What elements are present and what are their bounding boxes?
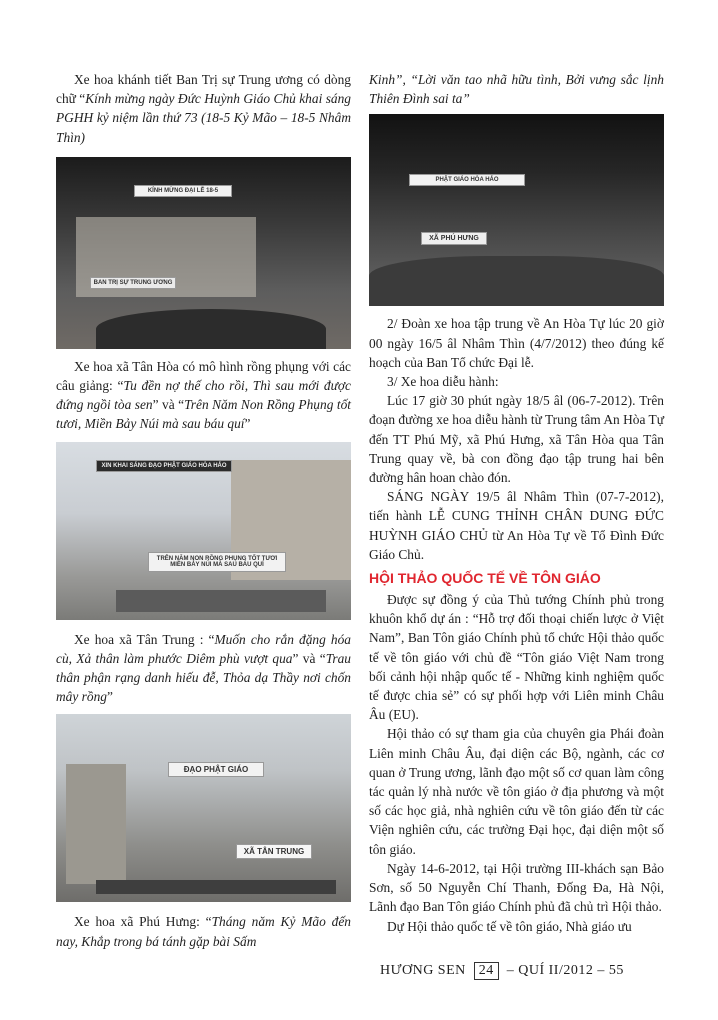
quarter-label: – QUÍ II/2012 – [506, 963, 605, 978]
photo-top-banner: XIN KHAI SÁNG ĐẠO PHẬT GIÁO HÒA HẢO [96, 460, 232, 472]
photo-phu-hung-float [369, 114, 664, 306]
photo-sign: XÃ PHÚ HƯNG [421, 232, 487, 245]
page-number: 55 [608, 963, 624, 978]
photo-night-float [56, 157, 351, 349]
photo-banner: TRÊN NĂM NON RỒNG PHỤNG TỐT TƯƠI MIỀN BẢY NÚI MÀ SAU BÁU QUÍ [148, 552, 286, 572]
photo-sign: BAN TRỊ SỰ TRUNG ƯƠNG [90, 277, 176, 289]
paragraph-8: Dự Hội thảo quốc tế về tôn giáo, Nhà giáo ưu [387, 918, 632, 934]
paragraph-2: 3/ Xe hoa diễu hành: [387, 374, 499, 390]
caption-2: Xe hoa xã Tân Hòa có mô hình rồng phụng với các câu giảng: “Tu đền nợ thế cho rồi, Thì sau mới được đứng ngồi tòa sen” và “Trên Năm Non Rồng Phụng tốt tươi, Miền Bảy Núi mà sau báu quí” [56, 358, 351, 432]
caption-3: Xe hoa xã Tân Trung : “Muốn cho rắn đặng hóa cù, Xả thân làm phước Diêm phù vượt qua” và “Trau thân phận rạng danh hiếu đễ, Thỏa dạ Thầy nơi chốn mây rồng” [56, 631, 351, 705]
paragraph-4: SÁNG NGÀY 19/5 âl Nhâm Thìn (07-7-2012), tiến hành LỄ CUNG THỈNH CHÂN DUNG ĐỨC HUỲNH GIÁO CHỦ từ An Hòa Tự về Tổ Đình Đức Giáo Chủ. [369, 489, 664, 562]
magazine-name: HƯƠNG SEN [380, 963, 466, 978]
paragraph-7: Ngày 14-6-2012, tại Hội trường III-khách sạn Bảo Sơn, số 50 Nguyễn Chí Thanh, Đống Đa, Hà Nội, Lãnh đạo Ban Tôn giáo Chính phủ đã chủ trì Hội thảo. [369, 860, 664, 915]
photo-banner: PHẬT GIÁO HÒA HẢO [409, 174, 525, 186]
left-column [56, 70, 351, 951]
photo-banner: KÍNH MỪNG ĐẠI LỄ 18-5 [134, 185, 232, 197]
caption-4-continued: Kinh”, “Lời văn tao nhã hữu tình, Bởi vưng sắc lịnh Thiên Đình sai ta” [369, 72, 664, 107]
photo-banner: ĐẠO PHẬT GIÁO [168, 762, 264, 777]
caption-4: Xe hoa xã Phú Hưng: “Tháng năm Kỷ Mão đến nay, Khắp trong bá tánh gặp bài Sấm [56, 914, 351, 949]
paragraph-6: Hội thảo có sự tham gia của chuyên gia Phái đoàn Liên minh Châu Âu, đại diện các Bộ, ngành, các cơ quan ở Trung ương, lãnh đạo một số cơ quan làm công tác quản lý nhà nước về tôn giáo ở địa phương và một số các học giả, nhà nghiên cứu về tôn giáo đến từ các Viện nghiên cứu, các trường Đại học, đại diện một số tôn giáo. [369, 726, 664, 857]
photo-dragon-float [56, 442, 351, 620]
paragraph-1: 2/ Đoàn xe hoa tập trung về An Hòa Tự lúc 20 giờ 00 ngày 16/5 âl Nhâm Thìn (4/7/2012) theo đúng kế hoạch của Ban Tổ chức Đại lễ. [369, 316, 664, 370]
caption-1: Xe hoa khánh tiết Ban Trị sự Trung ương có dòng chữ “Kính mừng ngày Đức Huỳnh Giáo Chủ khai sáng PGHH kỷ niệm lần thứ 73 (18-5 Kỷ Mão – 18-5 Nhâm Thìn) [56, 72, 351, 145]
photo-sign: XÃ TÂN TRUNG [236, 844, 312, 859]
right-column [369, 70, 664, 936]
paragraph-3: Lúc 17 giờ 30 phút ngày 18/5 âl (06-7-2012). Trên đoạn đường xe hoa diễu hành từ Trung tâm An Hòa Tự đến TT Phú Mỹ, xã Phú Hưng, xã Tân Hòa qua Tân Trung quay về, bà con đồng đạo tập trung hai bên đường hân hoan chào đón. [369, 393, 664, 486]
issue-number: 24 [474, 962, 499, 980]
page-footer [380, 962, 624, 980]
photo-tan-trung-float [56, 714, 351, 902]
section-heading: HỘI THẢO QUỐC TẾ VỀ TÔN GIÁO [369, 570, 601, 587]
paragraph-5: Được sự đồng ý của Thủ tướng Chính phủ trong khuôn khổ dự án : “Hỗ trợ đối thoại chiến lược ở Việt Nam”, Ban Tôn giáo Chính phủ tổ chức Hội thảo quốc tế về tôn giáo với chủ đề “Tôn giáo Việt Nam trong bối cảnh hội nhập quốc tế - Những kinh nghiệm quốc tế được chia sẻ” có sự phối hợp với Liên minh Châu Âu (EU). [369, 592, 664, 723]
